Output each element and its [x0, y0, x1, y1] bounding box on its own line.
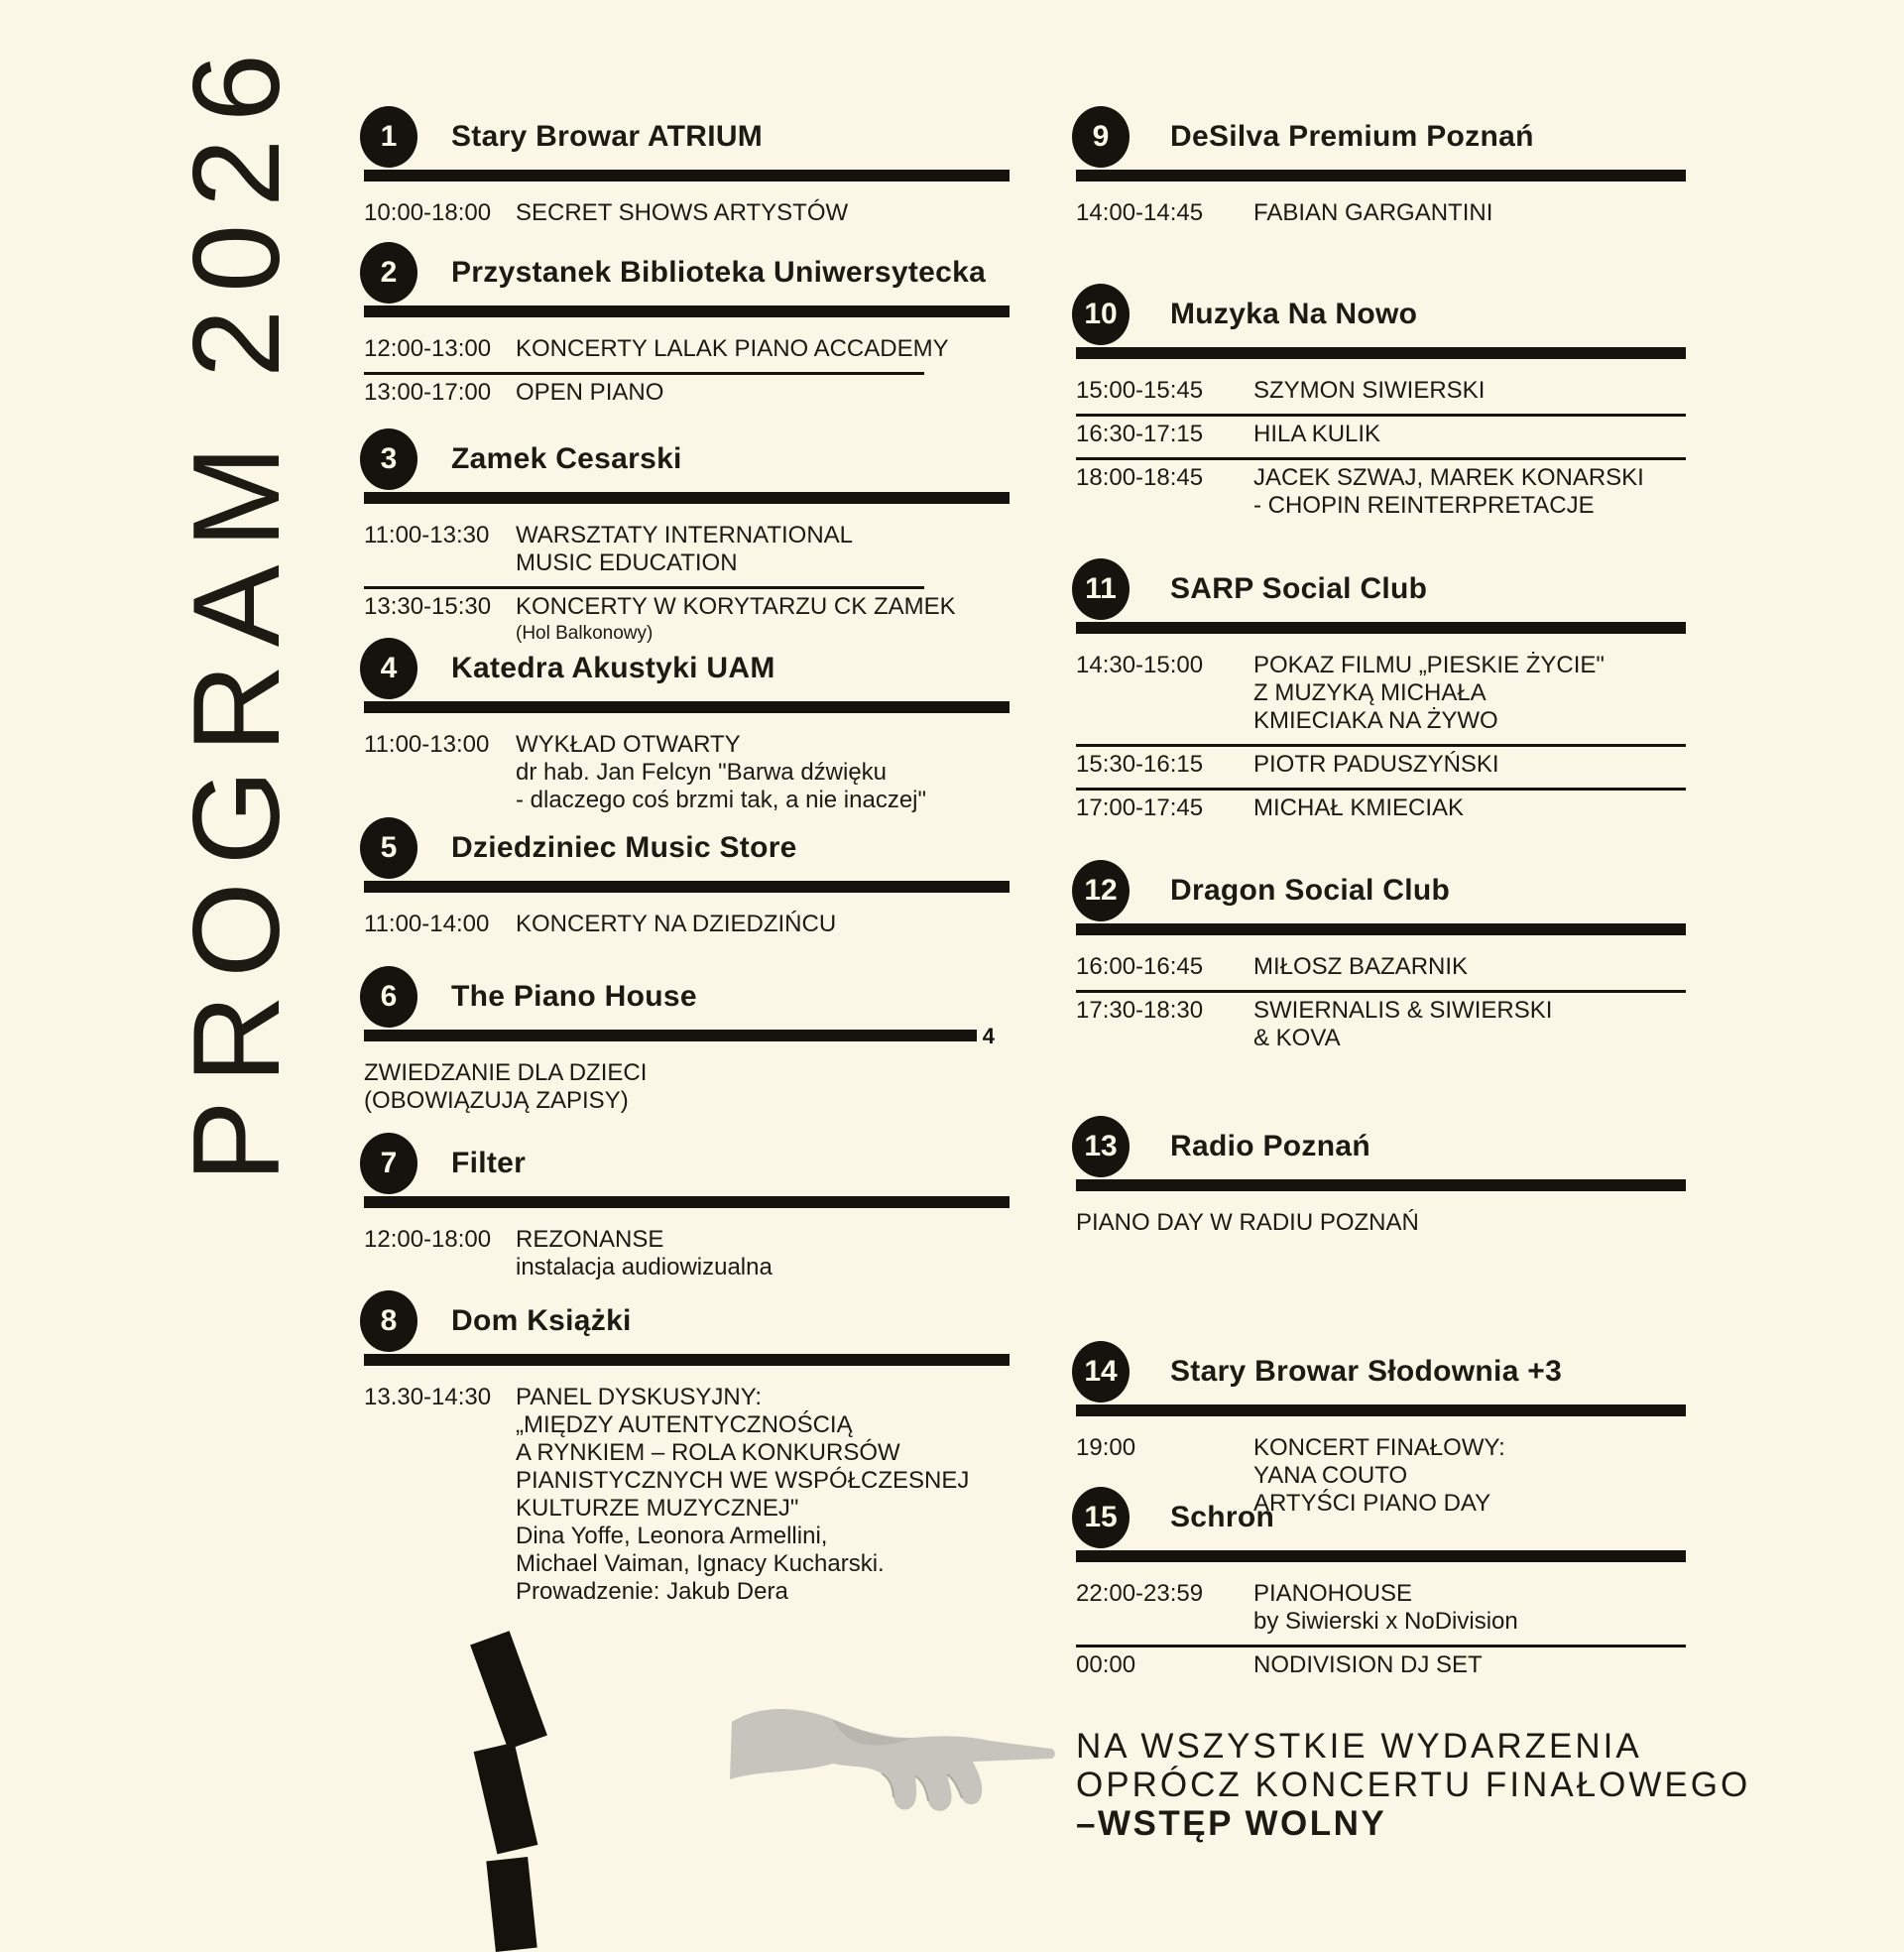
event-text-line: PIOTR PADUSZYŃSKI: [1253, 751, 1499, 778]
event-time: 16:00-16:45: [1076, 953, 1204, 980]
event-text-line: FABIAN GARGANTINI: [1253, 199, 1493, 226]
venue-section: [364, 817, 1010, 947]
event-text-line: KONCERTY LALAK PIANO ACCADEMY: [516, 335, 949, 362]
event-text-line: KMIECIAKA NA ŻYWO: [1253, 707, 1498, 734]
event-text: [1253, 1651, 1686, 1679]
event-text-line: NODIVISION DJ SET: [1253, 1651, 1483, 1678]
venue-events: [364, 1055, 1010, 1124]
event-text-line: HILA KULIK: [1253, 421, 1381, 447]
event-row: [1076, 1205, 1686, 1246]
event-text-line: WYKŁAD OTWARTY: [516, 731, 741, 758]
event-text-line: - CHOPIN REINTERPRETACJE: [1253, 492, 1595, 519]
event-text-line: KONCERTY NA DZIEDZIŃCU: [516, 911, 837, 937]
event-time: 15:30-16:15: [1076, 751, 1204, 778]
venue-number-badge: 6: [360, 966, 417, 1028]
event-row: [1076, 417, 1686, 457]
event-time: 16:30-17:15: [1076, 421, 1204, 447]
venue-section: [364, 966, 1010, 1124]
venue-rule: [1076, 622, 1686, 634]
venue-rule: [364, 701, 1010, 713]
venue-rule: [364, 170, 1010, 182]
venue-header: [1076, 860, 1686, 921]
pointing-hand-image: [730, 1692, 1057, 1836]
venue-events: [364, 1380, 1010, 1615]
event-time: 12:00-13:00: [364, 335, 492, 362]
venue-number-badge: 3: [360, 428, 417, 490]
event-text-line: OPEN PIANO: [516, 379, 664, 406]
venue-rule: [364, 305, 1010, 317]
event-row: [1076, 373, 1686, 414]
event-text: [516, 1226, 1010, 1281]
venue-number-badge: 4: [360, 638, 417, 699]
event-text-line: ZWIEDZANIE DLA DZIECI: [364, 1059, 648, 1086]
event-text-line: PIANOHOUSE: [1253, 1580, 1413, 1607]
bar-end-mark: 4: [982, 1024, 995, 1048]
event-text-line: A RYNKIEM – ROLA KONKURSÓW: [516, 1439, 900, 1466]
footer-line-bold: –WSTĘP WOLNY: [1076, 1804, 1387, 1843]
venue-section: [364, 242, 1010, 416]
event-text-line: WARSZTATY INTERNATIONAL: [516, 522, 854, 549]
venue-events: [364, 907, 1010, 947]
event-row: [364, 195, 1010, 236]
venue-events: [1076, 195, 1686, 236]
event-text: [516, 199, 1010, 227]
venue-section: [364, 428, 1010, 658]
event-text: [516, 1384, 1010, 1606]
venue-number-badge: 7: [360, 1133, 417, 1194]
event-time: 11:00-13:30: [364, 522, 490, 549]
venue-title: Radio Poznań: [1170, 1130, 1370, 1162]
event-text: [1253, 751, 1686, 779]
event-time: 17:00-17:45: [1076, 794, 1204, 821]
venue-rule: [364, 881, 1010, 893]
venue-number-badge: 11: [1072, 558, 1130, 620]
venue-title: The Piano House: [451, 980, 697, 1013]
event-row: [364, 727, 1010, 823]
venue-events: [1076, 373, 1686, 529]
event-row: [364, 331, 1010, 372]
event-text: [1253, 997, 1686, 1052]
event-time: 15:00-15:45: [1076, 377, 1204, 404]
event-text-line: dr hab. Jan Felcyn "Barwa dźwięku: [516, 759, 888, 786]
event-row: [364, 907, 1010, 947]
event-text-line: YANA COUTO: [1253, 1462, 1408, 1489]
venue-header: [364, 966, 1010, 1028]
event-row: [364, 375, 1010, 416]
venue-events: [1076, 1576, 1686, 1688]
venue-header: [1076, 284, 1686, 345]
venue-number-badge: 2: [360, 242, 417, 304]
event-text: [1253, 464, 1686, 520]
venue-number-badge: 10: [1072, 284, 1130, 345]
venue-events: [364, 518, 1010, 658]
event-row: [1076, 949, 1686, 990]
event-time: 19:00: [1076, 1434, 1136, 1461]
event-row: [1076, 1576, 1686, 1645]
event-text: [1253, 199, 1686, 227]
venue-title: Katedra Akustyki UAM: [451, 652, 775, 684]
venue-header: [364, 106, 1010, 168]
event-text: [1253, 1580, 1686, 1636]
venue-header: [364, 1290, 1010, 1352]
event-row: [364, 518, 1010, 586]
event-text: [1076, 1209, 1686, 1237]
event-text: [1253, 953, 1686, 981]
event-text-line: (OBOWIĄZUJĄ ZAPISY): [364, 1087, 629, 1114]
venue-rule: [1076, 923, 1686, 935]
event-row: [1076, 791, 1686, 831]
event-text: [516, 379, 1010, 407]
piano-key-shape: [486, 1857, 536, 1952]
piano-key-shape: [470, 1631, 547, 1750]
venue-header: [1076, 1116, 1686, 1177]
event-text-line: instalacja audiowizualna: [516, 1254, 773, 1281]
event-text-line: PIANISTYCZNYCH WE WSPÓŁCZESNEJ: [516, 1467, 970, 1494]
venue-section: [1076, 106, 1686, 236]
event-row: [1076, 993, 1686, 1061]
event-time: 14:30-15:00: [1076, 652, 1204, 678]
event-row: [1076, 747, 1686, 788]
venue-title: Stary Browar ATRIUM: [451, 120, 764, 153]
event-text-line: by Siwierski x NoDivision: [1253, 1608, 1518, 1635]
event-text: [1253, 421, 1686, 448]
event-text: [516, 522, 1010, 577]
venue-header: [364, 817, 1010, 879]
venue-title: DeSilva Premium Poznań: [1170, 120, 1534, 153]
venue-rule: [1076, 170, 1686, 182]
event-text: [1253, 377, 1686, 405]
event-row: [1076, 648, 1686, 744]
venue-events: [364, 195, 1010, 236]
event-text-line: MIŁOSZ BAZARNIK: [1253, 953, 1469, 980]
event-time: 17:30-18:30: [1076, 997, 1204, 1024]
event-text-line: MICHAŁ KMIECIAK: [1253, 794, 1465, 821]
venue-section: [1076, 1487, 1686, 1688]
event-time: 11:00-13:00: [364, 731, 490, 758]
event-text-line: Michael Vaiman, Ignacy Kucharski.: [516, 1550, 885, 1577]
event-text-line: MUSIC EDUCATION: [516, 549, 738, 576]
venue-title: Dziedziniec Music Store: [451, 831, 797, 864]
event-text-line: SZYMON SIWIERSKI: [1253, 377, 1486, 404]
venue-rule: [1076, 1550, 1686, 1562]
venue-header: [364, 638, 1010, 699]
venue-title: Schron: [1170, 1501, 1275, 1533]
event-text-line: SWIERNALIS & SIWIERSKI: [1253, 997, 1553, 1024]
venue-rule: [1076, 1179, 1686, 1191]
venue-section: [1076, 284, 1686, 529]
event-text: [364, 1059, 1010, 1115]
venue-number-badge: 15: [1072, 1487, 1130, 1548]
event-text: [1253, 652, 1686, 735]
venue-events: [1076, 949, 1686, 1061]
venue-rule: [364, 1024, 995, 1048]
venue-title: Stary Browar Słodownia +3: [1170, 1355, 1563, 1388]
event-row: [1076, 460, 1686, 529]
venue-number-badge: 5: [360, 817, 417, 879]
venue-header: [1076, 106, 1686, 168]
venue-number-badge: 8: [360, 1290, 417, 1352]
event-text: [516, 335, 1010, 363]
venue-events: [1076, 648, 1686, 831]
event-time: 10:00-18:00: [364, 199, 492, 226]
event-time: 13:30-15:30: [364, 593, 492, 620]
event-text-line: Dina Yoffe, Leonora Armellini,: [516, 1523, 828, 1549]
venue-rule: [364, 492, 1010, 504]
venue-events: [364, 727, 1010, 823]
event-time: 13.30-14:30: [364, 1384, 492, 1410]
event-text-line: „MIĘDZY AUTENTYCZNOŚCIĄ: [516, 1411, 853, 1438]
event-text-line: Z MUZYKĄ MICHAŁA: [1253, 679, 1487, 706]
event-text: [516, 911, 1010, 938]
event-text-line: ARTYŚCI PIANO DAY: [1253, 1490, 1491, 1517]
event-time: 13:00-17:00: [364, 379, 492, 406]
venue-section: [1076, 1116, 1686, 1246]
venue-title: Dragon Social Club: [1170, 874, 1451, 907]
venue-section: [364, 638, 1010, 823]
event-row: [1076, 195, 1686, 236]
venue-title: SARP Social Club: [1170, 572, 1428, 605]
event-text-line: KONCERTY W KORYTARZU CK ZAMEK: [516, 593, 956, 620]
event-time: 22:00-23:59: [1076, 1580, 1204, 1607]
venue-number-badge: 14: [1072, 1341, 1130, 1403]
event-row: [1076, 1647, 1686, 1688]
piano-key-shape: [474, 1743, 538, 1855]
event-time: 11:00-14:00: [364, 911, 490, 937]
event-text-line: PIANO DAY W RADIU POZNAŃ: [1076, 1209, 1419, 1236]
venue-title: Muzyka Na Nowo: [1170, 298, 1418, 330]
venue-events: [364, 331, 1010, 416]
venue-rule: [364, 1196, 1010, 1208]
event-text-line: & KOVA: [1253, 1025, 1341, 1051]
event-time: 00:00: [1076, 1651, 1136, 1678]
event-time: 14:00-14:45: [1076, 199, 1204, 226]
venue-section: [364, 106, 1010, 236]
venue-title: Filter: [451, 1147, 527, 1179]
event-text-line: JACEK SZWAJ, MAREK KONARSKI: [1253, 464, 1644, 491]
event-text: [516, 731, 1010, 814]
venue-section: [1076, 558, 1686, 831]
event-text: [1253, 794, 1686, 822]
footer-line: NA WSZYSTKIE WYDARZENIA: [1076, 1727, 1642, 1766]
venue-title: Zamek Cesarski: [451, 442, 682, 475]
venue-header: [1076, 558, 1686, 620]
footer-note: [1076, 1727, 1750, 1843]
event-row: [364, 1222, 1010, 1290]
venue-header: [364, 242, 1010, 304]
venue-header: [1076, 1341, 1686, 1403]
venue-section: [364, 1290, 1010, 1615]
event-row: [364, 1380, 1010, 1615]
event-text-line: PANEL DYSKUSYJNY:: [516, 1384, 763, 1410]
event-text-line: SECRET SHOWS ARTYSTÓW: [516, 199, 849, 226]
venue-number-badge: 13: [1072, 1116, 1130, 1177]
venue-events: [364, 1222, 1010, 1290]
event-text-line: KONCERT FINAŁOWY:: [1253, 1434, 1505, 1461]
venue-section: [1076, 860, 1686, 1061]
venue-number-badge: 1: [360, 106, 417, 168]
event-time: 12:00-18:00: [364, 1226, 492, 1253]
venue-rule: [1076, 347, 1686, 359]
venue-rule: [364, 1354, 1010, 1366]
poster-title-vertical: PROGRAM 2026: [169, 36, 305, 1182]
event-note: (Hol Balkonowy): [516, 623, 654, 644]
venue-section: [364, 1133, 1010, 1290]
venue-events: [1076, 1205, 1686, 1246]
event-text-line: REZONANSE: [516, 1226, 664, 1253]
event-text-line: Prowadzenie: Jakub Dera: [516, 1578, 788, 1605]
venue-title: Przystanek Biblioteka Uniwersytecka: [451, 256, 987, 289]
event-row: [364, 1055, 1010, 1124]
venue-number-badge: 12: [1072, 860, 1130, 921]
venue-header: [364, 428, 1010, 490]
venue-header: [1076, 1487, 1686, 1548]
event-text-line: KULTURZE MUZYCZNEJ": [516, 1495, 799, 1522]
venue-number-badge: 9: [1072, 106, 1130, 168]
event-text-line: POKAZ FILMU „PIESKIE ŻYCIE": [1253, 652, 1605, 678]
venue-title: Dom Książki: [451, 1304, 632, 1337]
venue-rule: [1076, 1404, 1686, 1416]
event-text-line: - dlaczego coś brzmi tak, a nie inaczej": [516, 787, 927, 813]
venue-header: [364, 1133, 1010, 1194]
footer-line: OPRÓCZ KONCERTU FINAŁOWEGO: [1076, 1766, 1751, 1804]
event-time: 18:00-18:45: [1076, 464, 1204, 491]
